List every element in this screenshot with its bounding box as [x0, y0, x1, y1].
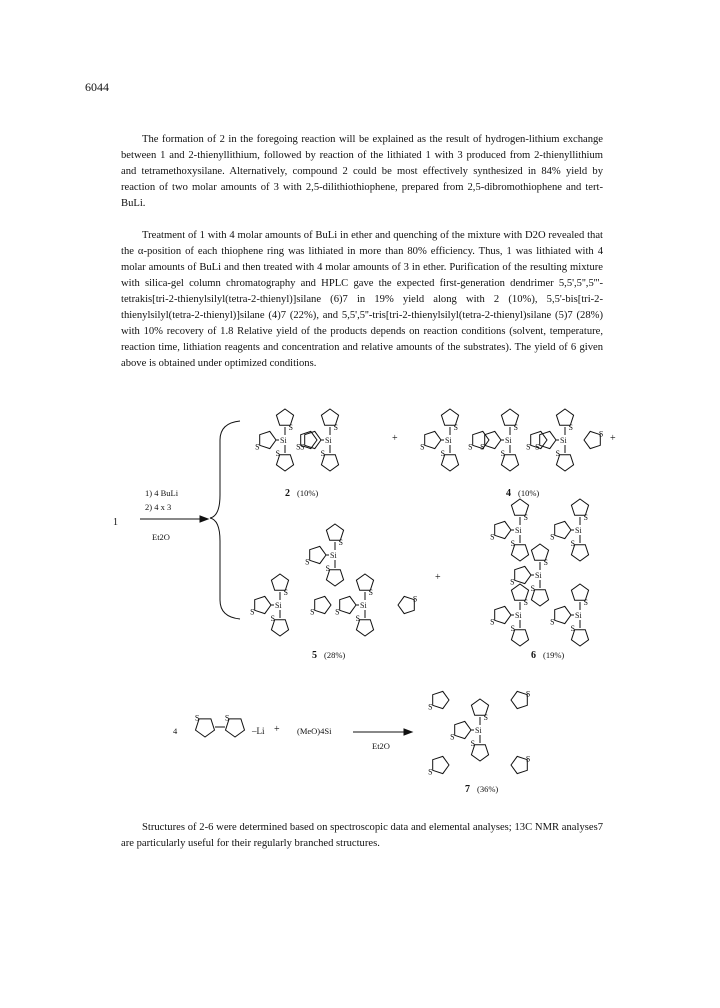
- compound-4-label: 4: [506, 488, 511, 499]
- plus-sign: +: [610, 433, 616, 444]
- sulfur-atom: S: [526, 442, 531, 452]
- sulfur-atom: S: [468, 442, 473, 452]
- lithium-atom: –Li: [252, 726, 265, 736]
- silicon-atom: Si: [515, 611, 522, 620]
- condition-2: 2) 4 x 3: [145, 502, 172, 512]
- compound-7-yield: (36%): [477, 784, 499, 794]
- product-bracket: [210, 421, 240, 619]
- thiophene-ring: [226, 719, 245, 737]
- sulfur-atom: S: [320, 449, 325, 459]
- sulfur-atom: S: [224, 713, 230, 723]
- silicon-atom: Si: [360, 601, 367, 610]
- plus-sign: +: [392, 433, 398, 444]
- silicon-atom: Si: [535, 571, 542, 580]
- sulfur-atom: S: [194, 713, 200, 723]
- thiophene-ring: [531, 544, 548, 560]
- sulfur-atom: S: [500, 449, 505, 459]
- sulfur-atom: S: [412, 594, 418, 604]
- sulfur-atom: S: [450, 732, 455, 742]
- sulfur-atom: S: [570, 539, 575, 549]
- sulfur-atom: S: [535, 442, 540, 452]
- thiophene-ring: [276, 409, 293, 425]
- sulfur-atom: S: [490, 532, 495, 542]
- thiophene-ring: [511, 584, 528, 600]
- sulfur-atom: S: [255, 442, 260, 452]
- thiophene-ring: [485, 431, 501, 448]
- sulfur-atom: S: [555, 449, 560, 459]
- thiophene-ring: [571, 630, 588, 646]
- thiophene-ring: [471, 745, 488, 761]
- sulfur-atom: S: [513, 422, 518, 432]
- reaction-arrow: [140, 516, 208, 522]
- thiophene-ring: [501, 455, 518, 471]
- sulfur-atom: S: [453, 422, 458, 432]
- sulfur-atom: S: [250, 607, 255, 617]
- silicon-atom: Si: [275, 601, 282, 610]
- thiophene-ring: [571, 545, 588, 561]
- thiophene-ring: [495, 606, 511, 623]
- sulfur-atom: S: [333, 422, 338, 432]
- thiophene-ring: [531, 431, 547, 448]
- sulfur-atom: S: [325, 564, 330, 574]
- sulfur-atom: S: [483, 712, 488, 722]
- thiophene-ring: [356, 574, 373, 590]
- thiophene-ring: [511, 630, 528, 646]
- sulfur-atom: S: [296, 442, 301, 452]
- sulfur-atom: S: [598, 429, 604, 439]
- sulfur-atom: S: [510, 577, 515, 587]
- thiophene-ring: [473, 431, 489, 448]
- compound-2-label: 2: [285, 488, 290, 499]
- thiophene-ring: [556, 455, 573, 471]
- plus-sign: +: [435, 572, 441, 583]
- silicon-atom: Si: [330, 551, 337, 560]
- thiophene-ring: [433, 756, 449, 773]
- sulfur-atom: S: [550, 617, 555, 627]
- condition-1: 1) 4 BuLi: [145, 488, 179, 498]
- thiophene-ring: [555, 606, 571, 623]
- thiophene-ring: [471, 699, 488, 715]
- silicon-atom: Si: [475, 726, 482, 735]
- reaction2-solvent: Et2O: [372, 741, 390, 751]
- sulfur-atom: S: [530, 584, 535, 594]
- paragraph-treatment-of-1: Treatment of 1 with 4 molar amounts of BuLi in ether and quenching of the mixture with D2O revealed that the α-position of each thiophene ring was lithiated in more than 80% efficiency. Thus, 1 was lithiated with 4 molar amounts of BuLi and then treated with 4 molar amounts of 3 in ether. Purification of the resulting mixture with silica-gel column chromatography and HPLC gave the expected first-generation dendrimer 5,5',5'',5'''-tetrakis[tri-2-thienylsilyl(tetra-2-thienyl)]silane (6)7 in 19% yield along with 2 (10%), 5,5'-bis[tri-2-thienylsilyl(tetra-2-thienyl)]silane (4)7 (22%), and 5,5',5''-tris[tri-2-thienylsilyl(tetra-2-thienyl)silane (5)7 (28%) with 10% recovery of 1.8 Relative yield of the products depends on reaction conditions (solvent, temperature, reaction time, lithiation reagents and concentration and relative amounts of the substrates). The yield of 6 given above is obtained under optimized conditions.: [121, 230, 603, 369]
- thiophene-ring: [326, 570, 343, 586]
- thiophene-ring: [425, 431, 441, 448]
- silicon-atom: Si: [515, 526, 522, 535]
- thiophene-ring: [511, 545, 528, 561]
- thiophene-ring: [540, 431, 556, 448]
- sulfur-atom: S: [490, 617, 495, 627]
- reagent-tetramethoxysilane: (MeO)4Si: [297, 726, 332, 736]
- starting-material-label: 1: [113, 517, 118, 528]
- compound-5-label: 5: [312, 650, 317, 661]
- thiophene-ring: [584, 431, 600, 448]
- silicon-atom: Si: [575, 526, 582, 535]
- thiophene-ring: [555, 521, 571, 538]
- sulfur-atom: S: [310, 607, 315, 617]
- compound-2-yield: (10%): [297, 488, 319, 498]
- thiophene-ring: [433, 691, 449, 708]
- sulfur-atom: S: [338, 537, 343, 547]
- coefficient: 4: [173, 726, 178, 736]
- sulfur-atom: S: [300, 442, 305, 452]
- paragraph-formation-of-2: The formation of 2 in the foregoing reaction will be explained as the result of hydrogen-lithium exchange between 1 and 2-thienyllithium, followed by reaction of the lithiated 1 with 3 produced from 2-thienyllithium and tetramethoxysilane. Alternatively, compound 2 could be most effectively synthesized in 84% yield by reaction of two molar amounts of 3 with 2,5-dilithiothiophene, prepared from 2,5-dibromothiophene and tert-BuLi.: [121, 134, 603, 209]
- thiophene-ring: [571, 499, 588, 515]
- thiophene-ring: [531, 590, 548, 606]
- sulfur-atom: S: [568, 422, 573, 432]
- reaction-arrow-2: [353, 729, 412, 735]
- compound-6-yield: (19%): [543, 650, 565, 660]
- page-number: 6044: [85, 80, 109, 94]
- molecule-structures: [195, 409, 603, 777]
- thiophene-ring: [556, 409, 573, 425]
- thiophene-ring: [455, 721, 471, 738]
- silicon-atom: Si: [575, 611, 582, 620]
- thiophene-ring: [495, 521, 511, 538]
- sulfur-atom: S: [583, 597, 588, 607]
- condition-solvent: Et2O: [152, 532, 170, 542]
- sulfur-atom: S: [525, 754, 531, 764]
- sulfur-atom: S: [470, 739, 475, 749]
- silicon-atom: Si: [325, 436, 332, 445]
- thiophene-ring: [398, 596, 414, 613]
- thiophene-ring: [301, 431, 317, 448]
- paragraph-structures: Structures of 2-6 were determined based on spectroscopic data and elemental analyses; 13C NMR analyses7 are particularly useful for their regularly branched structures.: [121, 822, 603, 849]
- sulfur-atom: S: [270, 614, 275, 624]
- thiophene-ring: [321, 455, 338, 471]
- sulfur-atom: S: [523, 597, 528, 607]
- silicon-atom: Si: [280, 436, 287, 445]
- thiophene-ring: [321, 409, 338, 425]
- sulfur-atom: S: [543, 557, 548, 567]
- compound-4-yield: (10%): [518, 488, 540, 498]
- thiophene-ring: [196, 719, 215, 737]
- thiophene-ring: [340, 596, 356, 613]
- thiophene-ring: [441, 409, 458, 425]
- silicon-atom: Si: [445, 436, 452, 445]
- sulfur-atom: S: [428, 767, 433, 777]
- thiophene-ring: [511, 691, 527, 708]
- thiophene-ring: [255, 596, 271, 613]
- sulfur-atom: S: [368, 587, 373, 597]
- thiophene-ring: [441, 455, 458, 471]
- sulfur-atom: S: [420, 442, 425, 452]
- sulfur-atom: S: [288, 422, 293, 432]
- thiophene-ring: [511, 756, 527, 773]
- sulfur-atom: S: [355, 614, 360, 624]
- thiophene-ring: [315, 596, 331, 613]
- sulfur-atom: S: [428, 702, 433, 712]
- silicon-atom: Si: [560, 436, 567, 445]
- sulfur-atom: S: [335, 607, 340, 617]
- sulfur-atom: S: [510, 624, 515, 634]
- thiophene-ring: [515, 566, 531, 583]
- sulfur-atom: S: [480, 442, 485, 452]
- thiophene-ring: [511, 499, 528, 515]
- sulfur-atom: S: [440, 449, 445, 459]
- thiophene-ring: [326, 524, 343, 540]
- sulfur-atom: S: [305, 557, 310, 567]
- thiophene-ring: [571, 584, 588, 600]
- sulfur-atom: S: [583, 512, 588, 522]
- thiophene-ring: [305, 431, 321, 448]
- thiophene-ring: [271, 620, 288, 636]
- thiophene-ring: [501, 409, 518, 425]
- sulfur-atom: S: [550, 532, 555, 542]
- compound-5-yield: (28%): [324, 650, 346, 660]
- compound-7-label: 7: [465, 784, 470, 795]
- compound-6-label: 6: [531, 650, 536, 661]
- sulfur-atom: S: [510, 539, 515, 549]
- thiophene-ring: [356, 620, 373, 636]
- sulfur-atom: S: [523, 512, 528, 522]
- sulfur-atom: S: [283, 587, 288, 597]
- sulfur-atom: S: [275, 449, 280, 459]
- plus-sign: +: [274, 724, 280, 735]
- thiophene-ring: [260, 431, 276, 448]
- thiophene-ring: [271, 574, 288, 590]
- silicon-atom: Si: [505, 436, 512, 445]
- thiophene-ring: [310, 546, 326, 563]
- thiophene-ring: [276, 455, 293, 471]
- sulfur-atom: S: [525, 689, 531, 699]
- sulfur-atom: S: [570, 624, 575, 634]
